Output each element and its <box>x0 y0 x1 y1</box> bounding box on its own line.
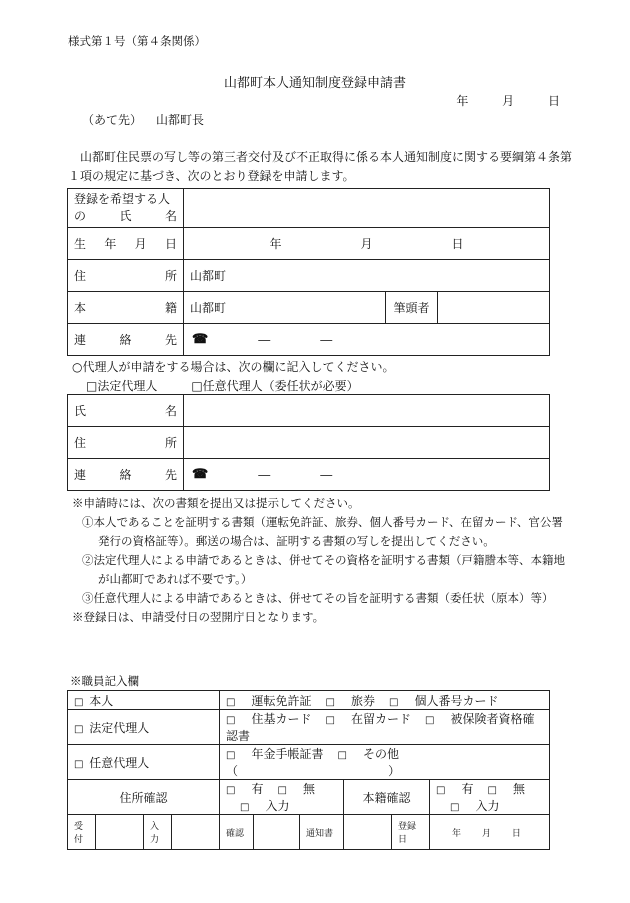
note-item-2a: ②法定代理人による申請であるときは、併せてその資格を証明する書類（戸籍謄本等、本籍地 <box>82 553 565 567</box>
doc-juki-option[interactable] <box>226 712 311 726</box>
staff-row-5 <box>68 815 550 850</box>
head-field[interactable] <box>438 292 550 324</box>
agent-contact-row <box>68 459 550 491</box>
regdate-year: 年 <box>452 828 462 839</box>
checkbox-icon: □ <box>74 696 84 708</box>
registrant-name-field[interactable] <box>184 189 550 228</box>
agent-phone-dash-2: ― <box>320 467 333 482</box>
checkbox-icon: □ <box>74 723 84 735</box>
addr-no-option[interactable] <box>278 782 315 796</box>
dom-input-label: 入力 <box>475 799 500 813</box>
checkbox-icon: □ <box>388 696 399 708</box>
doc-insurance-label: 被保険者資格確認書 <box>226 712 535 743</box>
received-label: 受付 <box>68 815 96 850</box>
checkbox-icon: □ <box>337 750 347 761</box>
checkbox-icon: □ <box>325 696 335 708</box>
applicant-self-option[interactable] <box>68 691 220 710</box>
name-label-mei: 名 <box>164 209 177 223</box>
doc-license-option[interactable] <box>226 694 311 708</box>
birth-year-label: 年 <box>269 237 282 251</box>
agent-name-label: 氏名 <box>68 395 184 427</box>
domicile-check-options <box>430 780 550 815</box>
registrant-table <box>67 188 550 356</box>
birth-month-label: 月 <box>360 237 373 251</box>
doc-mynumber-option[interactable] <box>389 694 498 708</box>
agent-address-row <box>68 427 550 459</box>
contact-label: 連絡先 <box>68 324 184 356</box>
addr-input-label: 入力 <box>265 799 290 813</box>
addr-check-label: 住所確認 <box>68 780 220 815</box>
agent-type-legal-checkbox[interactable]: □法定代理人 <box>86 379 158 393</box>
agent-note: ○代理人が申請をする場合は、次の欄に記入してください。 <box>72 360 395 374</box>
name-label-line1: 登録を希望する人 <box>74 192 171 206</box>
name-label <box>68 189 184 228</box>
agent-contact-label: 連絡先 <box>68 459 184 491</box>
note-item-1b: 発行の資格証等）。郵送の場合は、証明する書類の写しを提出してください。 <box>98 534 495 548</box>
doc-row-1 <box>220 691 550 710</box>
agent-name-field[interactable] <box>184 395 550 427</box>
regdate-label: 登録日 <box>392 815 430 850</box>
input-field[interactable] <box>172 815 220 850</box>
agent-contact-field[interactable] <box>184 459 550 491</box>
staff-row-2 <box>68 710 550 745</box>
received-field[interactable] <box>96 815 144 850</box>
intro-text: 山都町住民票の写し等の第三者交付及び不正取得に係る本人通知制度に関する要綱第４条第１項の規定に基づき、次のとおり登録を申請します。 <box>68 150 573 183</box>
addr-no-label: 無 <box>302 782 315 796</box>
birth-label: 生年月日 <box>68 228 184 260</box>
domicile-label: 本籍 <box>68 292 184 324</box>
staff-row-4 <box>68 780 550 815</box>
regdate-field[interactable] <box>430 815 550 850</box>
checkbox-icon: □ <box>240 802 250 813</box>
staff-row-3 <box>68 745 550 780</box>
checkbox-icon: □ <box>226 696 236 708</box>
doc-mynumber-label: 個人番号カード <box>414 693 499 708</box>
checkbox-icon: □ <box>277 785 287 796</box>
domicile-field[interactable]: 山都町 <box>184 292 386 324</box>
doc-juki-label: 住基カード <box>251 712 312 726</box>
applicant-voluntary-option[interactable] <box>68 745 220 780</box>
input-label: 入力 <box>144 815 172 850</box>
checkbox-icon: □ <box>325 715 335 726</box>
doc-row-2 <box>220 710 550 745</box>
agent-type-options <box>86 377 359 394</box>
staff-table <box>67 690 550 850</box>
doc-passport-label: 旅券 <box>350 693 375 708</box>
checkbox-icon: □ <box>487 785 497 796</box>
note-item-3: ③任意代理人による申請であるときは、併せてその旨を証明する書類（委任状（原本）等） <box>82 591 554 605</box>
phone-icon: ☎ <box>192 332 209 347</box>
registrant-birth-row <box>68 228 550 260</box>
regdate-month: 月 <box>481 828 491 839</box>
notice-field[interactable] <box>344 815 392 850</box>
phone-dash-1: ― <box>258 332 271 347</box>
head-label: 筆頭者 <box>386 292 438 324</box>
doc-pension-option[interactable] <box>226 747 323 761</box>
applicant-self-label: 本人 <box>89 693 114 708</box>
doc-residence-option[interactable] <box>326 712 411 726</box>
name-label-shi: 氏 <box>119 209 132 223</box>
doc-pension-label: 年金手帳証書 <box>251 747 324 761</box>
registrant-address-row <box>68 260 550 292</box>
contact-field[interactable] <box>184 324 550 356</box>
address-label: 住所 <box>68 260 184 292</box>
addr-input-option[interactable] <box>240 799 289 813</box>
addr-check-options <box>220 780 344 815</box>
applicant-legal-label: 法定代理人 <box>89 720 150 735</box>
page-title: 山都町本人通知制度登録申請書 <box>223 76 406 91</box>
note-item-1a: ①本人であることを証明する書類（運転免許証、旅券、個人番号カード、在留カード、官公署 <box>82 515 563 529</box>
confirm-field[interactable] <box>254 815 300 850</box>
checkbox-icon: □ <box>226 750 236 761</box>
dom-no-label: 無 <box>512 782 525 796</box>
registrant-domicile-row <box>68 292 550 324</box>
checkbox-icon: □ <box>436 785 446 796</box>
checkbox-icon: □ <box>74 758 84 770</box>
birth-field[interactable] <box>184 228 550 260</box>
addr-yes-option[interactable] <box>226 782 263 796</box>
registrant-name-row <box>68 189 550 228</box>
checkbox-icon: □ <box>450 802 460 813</box>
form-id: 様式第１号（第４条関係） <box>68 34 206 48</box>
doc-passport-option[interactable] <box>326 694 375 708</box>
addressee-name: 山都町長 <box>156 113 205 127</box>
dom-no-option[interactable] <box>488 782 525 796</box>
confirm-label: 確認 <box>220 815 254 850</box>
agent-phone-icon: ☎ <box>192 467 209 482</box>
dom-yes-label: 有 <box>461 782 474 796</box>
agent-address-label: 住所 <box>68 427 184 459</box>
application-date: 年 月 日 <box>456 94 560 108</box>
birth-day-label: 日 <box>451 237 464 251</box>
doc-row-3 <box>220 745 550 780</box>
doc-license-label: 運転免許証 <box>251 693 312 708</box>
agent-type-voluntary-checkbox[interactable]: □任意代理人（委任状が必要） <box>191 379 359 393</box>
doc-other-label: その他（ <box>226 747 399 778</box>
applicant-voluntary-label: 任意代理人 <box>89 755 150 770</box>
required-documents-notes <box>72 494 587 627</box>
addressee-prefix: （あて先） <box>82 113 143 127</box>
agent-address-field[interactable] <box>184 427 550 459</box>
staff-section-title: ※職員記入欄 <box>70 674 139 688</box>
checkbox-icon: □ <box>226 715 236 726</box>
agent-phone-dash-1: ― <box>258 467 271 482</box>
note-item-2b: が山都町であれば不要です。） <box>98 572 253 586</box>
staff-row-1 <box>68 691 550 710</box>
phone-dash-2: ― <box>320 332 333 347</box>
registrant-contact-row <box>68 324 550 356</box>
notes-tail: ※登録日は、申請受付日の翌開庁日となります。 <box>72 610 325 624</box>
applicant-legal-option[interactable] <box>68 710 220 745</box>
addr-yes-label: 有 <box>251 782 264 796</box>
checkbox-icon: □ <box>226 785 236 796</box>
checkbox-icon: □ <box>424 715 435 726</box>
notes-head: ※申請時には、次の書類を提出又は提示してください。 <box>72 496 360 510</box>
agent-name-row <box>68 395 550 427</box>
address-field[interactable]: 山都町 <box>184 260 550 292</box>
addressee <box>82 111 204 128</box>
dom-yes-option[interactable] <box>436 782 473 796</box>
domicile-check-label: 本籍確認 <box>344 780 430 815</box>
doc-residence-label: 在留カード <box>350 712 411 726</box>
regdate-day: 日 <box>511 828 521 839</box>
dom-input-option[interactable] <box>450 799 499 813</box>
doc-other-close: ） <box>388 764 401 778</box>
name-label-no: の <box>74 209 87 223</box>
agent-table <box>67 394 550 491</box>
notice-label: 通知書 <box>300 815 344 850</box>
